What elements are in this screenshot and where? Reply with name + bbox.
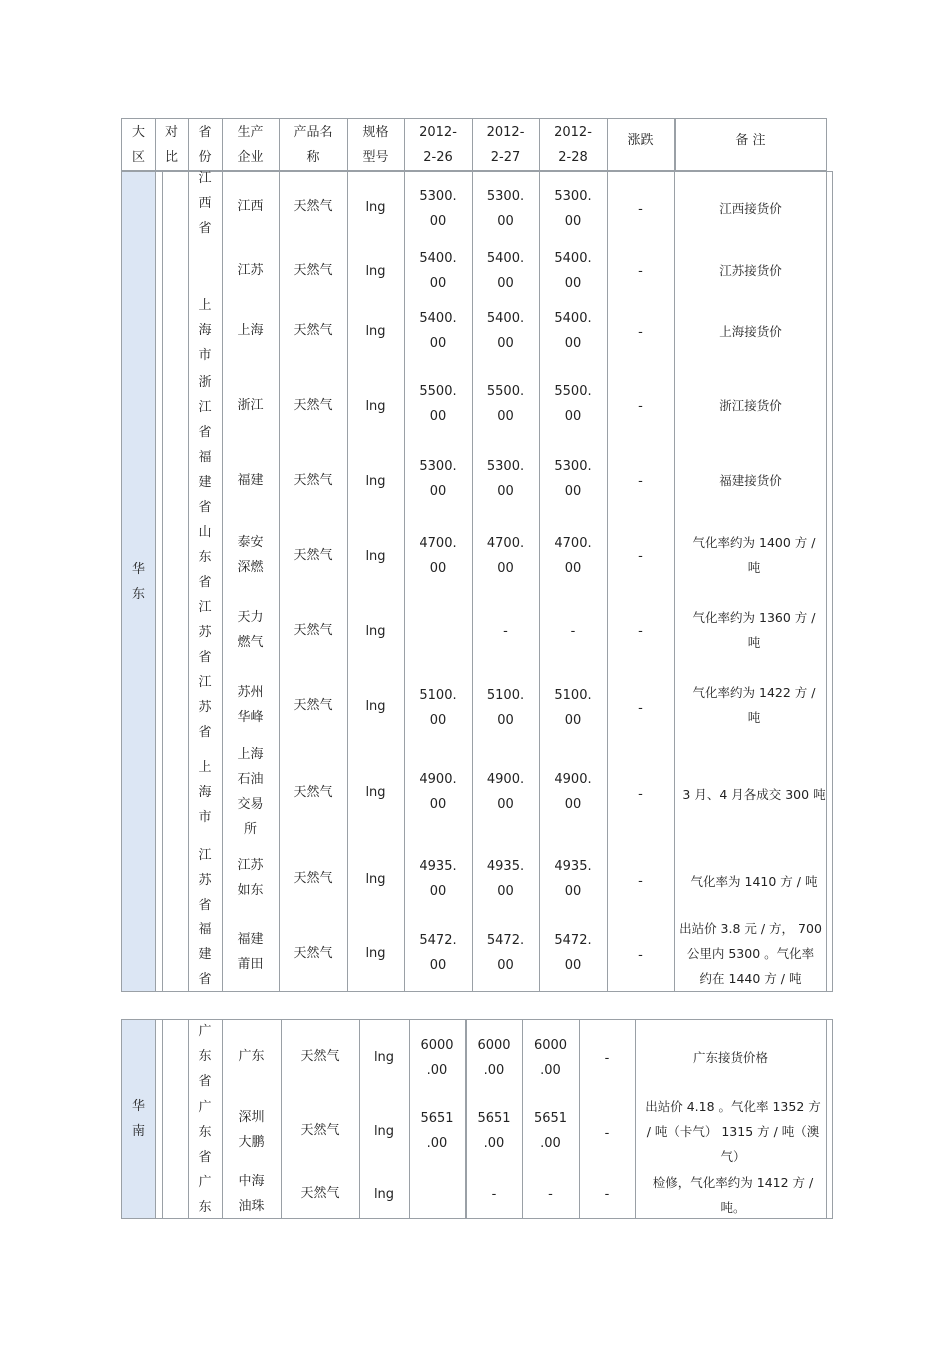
header-compare: 对 比 [164,124,178,165]
note-cell: 3 月、4 月各成交 300 吨 [682,786,826,802]
price-cell-date-3: 5651 .00 [533,1111,568,1151]
price-cell-date-3: 5100. 00 [554,688,592,728]
company-cell: 福建 [237,472,264,488]
region-block-east [121,171,833,992]
price-cell-date-1: 5400. 00 [419,251,457,291]
province-cell: 江 苏 省 [198,674,212,740]
province-cell: 浙 江 省 [198,374,212,440]
price-cell-date-1: 5472. 00 [419,933,457,973]
price-cell-date-1: 5100. 00 [419,688,457,728]
company-cell: 江苏 如东 [237,858,264,898]
spec-cell: lng [365,871,386,887]
spec-cell: lng [365,945,386,961]
header-spec: 规格 型号 [362,124,389,165]
change-cell: - [638,473,643,489]
note-cell: 出站价 3.8 元 / 方， 700 公里内 5300 。气化率 约在 1440 方 / 吨 [679,920,822,986]
price-cell-date-1: 5300. 00 [419,189,457,229]
spec-cell: lng [373,1049,395,1065]
header-note: 备 注 [735,133,766,148]
price-cell-date-3: 5472. 00 [554,933,592,973]
note-cell: 检修，气化率约为 1412 方 / 吨。 [652,1175,814,1215]
price-cell-date-2: 4935. 00 [486,859,525,899]
price-cell-date-3: 5300. 00 [554,189,592,229]
company-cell: 上海 石油 交易 所 [237,747,264,837]
price-cell-date-1: 5400. 00 [419,311,457,351]
header-date-3: 2012- 2-28 [554,124,592,165]
spec-cell: lng [365,398,386,414]
price-cell-date-2: 5300. 00 [486,189,525,229]
province-cell: 福 建 省 [198,921,212,987]
spec-cell: lng [365,199,386,215]
price-cell-date-1: 5651 .00 [420,1111,454,1151]
spec-cell: lng [365,698,386,714]
price-cell-date-3: 4900. 00 [554,772,592,812]
company-cell: 上海 [237,322,264,338]
product-cell: 天然气 [293,322,333,338]
product-cell: 天然气 [300,1185,340,1201]
product-cell: 天然气 [293,397,333,413]
price-cell-date-2: 5500. 00 [486,384,525,424]
price-cell-date-2: 5100. 00 [486,688,525,728]
company-cell: 广东 [238,1048,265,1064]
spec-cell: lng [373,1123,395,1139]
change-cell: - [604,1050,610,1066]
product-cell: 天然气 [293,547,333,563]
price-cell-date-3: 5400. 00 [554,311,592,351]
product-cell: 天然气 [293,945,333,961]
price-cell-date-3: - [570,623,576,639]
price-cell-date-1: 5500. 00 [419,384,457,424]
province-cell: 江 西 省 [198,170,212,236]
header-row [121,118,827,171]
product-cell: 天然气 [293,198,333,214]
spec-cell: lng [365,263,386,279]
header-date-2: 2012- 2-27 [486,124,525,165]
change-cell: - [638,786,643,802]
header-region: 大 区 [131,124,145,165]
price-cell-date-2: 4700. 00 [486,536,525,576]
header-date-1: 2012- 2-26 [419,124,457,165]
spec-cell: lng [365,784,386,800]
change-cell: - [604,1186,610,1202]
price-cell-date-2: - [491,1186,497,1202]
price-cell-date-3: 4700. 00 [554,536,592,576]
note-cell: 气化率约为 1360 方 / 吨 [692,610,816,650]
spec-cell: lng [365,548,386,564]
product-cell: 天然气 [293,622,333,638]
change-cell: - [638,398,643,414]
note-cell: 上海接货价 [719,323,782,339]
price-cell-date-3: 5400. 00 [554,251,592,291]
company-cell: 江西 [237,198,264,214]
header-company: 生产 企业 [237,124,264,165]
price-cell-date-1: 6000 .00 [420,1038,454,1078]
company-cell: 浙江 [237,397,264,413]
price-cell-date-1: 4700. 00 [419,536,457,576]
product-cell: 天然气 [293,697,333,713]
price-cell-date-2: 5472. 00 [486,933,525,973]
change-cell: - [638,201,643,217]
product-cell: 天然气 [293,784,333,800]
price-cell-date-1 [404,592,472,670]
change-cell: - [638,263,643,279]
note-cell: 江西接货价 [719,200,782,216]
company-cell: 天力 燃气 [237,610,264,650]
province-cell: 江 苏 省 [198,847,212,913]
region-label-east: 华 东 [131,561,145,602]
change-cell: - [638,700,643,716]
price-cell-date-2: 5651 .00 [477,1111,511,1151]
company-cell: 江苏 [237,262,264,278]
product-cell: 天然气 [293,472,333,488]
company-cell: 福建 莆田 [237,932,264,972]
change-cell: - [638,873,643,889]
change-cell: - [638,548,643,564]
note-cell: 广东接货价格 [692,1049,768,1065]
company-cell: 苏州 华峰 [237,685,264,725]
price-cell-date-1: 4900. 00 [419,772,457,812]
change-cell: - [638,623,643,639]
province-cell: 江 苏 省 [198,599,212,665]
change-cell: - [604,1125,610,1141]
product-cell: 天然气 [300,1048,340,1064]
note-cell: 福建接货价 [719,472,782,488]
price-cell-date-3: 5300. 00 [554,459,592,499]
price-cell-date-1 [409,1170,465,1218]
price-cell-date-2: 6000 .00 [477,1038,511,1078]
price-cell-date-1: 4935. 00 [419,859,457,899]
change-cell: - [638,324,643,340]
province-cell: 广 东 省 [198,1023,212,1089]
header-province: 省 份 [198,124,212,165]
price-cell-date-2: 5400. 00 [486,251,525,291]
price-cell-date-2: 5300. 00 [486,459,525,499]
note-cell: 出站价 4.18 。气化率 1352 方 / 吨（卡气） 1315 方 / 吨（澳 气） [645,1098,821,1164]
province-cell: 上 海 市 [198,297,212,363]
note-cell: 气化率约为 1422 方 / 吨 [692,685,816,725]
company-cell: 深圳 大鹏 [238,1110,265,1150]
province-cell: 广 东 [198,1175,212,1215]
note-cell: 江苏接货价 [719,262,782,278]
header-change: 涨跌 [627,133,654,148]
spec-cell: lng [365,473,386,489]
spec-cell: lng [365,323,386,339]
note-cell: 气化率为 1410 方 / 吨 [690,873,818,889]
price-cell-date-2: 4900. 00 [486,772,525,812]
spec-cell: lng [365,623,386,639]
company-cell: 泰安 深燃 [237,535,264,575]
price-cell-date-3: 4935. 00 [554,859,592,899]
price-cell-date-1: 5300. 00 [419,459,457,499]
province-cell: 山 东 省 [198,524,212,590]
product-cell: 天然气 [293,262,333,278]
province-cell: 上 海 市 [198,759,212,825]
change-cell: - [638,947,643,963]
spec-cell: lng [373,1186,395,1202]
region-label-south: 华 南 [131,1099,145,1139]
header-product: 产品名 称 [293,124,333,165]
province-cell: 广 东 省 [198,1099,212,1165]
price-cell-date-3: 5500. 00 [554,384,592,424]
province-cell: 福 建 省 [198,449,212,515]
price-cell-date-3: 6000 .00 [533,1038,568,1078]
price-cell-date-2: - [503,623,508,639]
price-cell-date-3: - [548,1186,553,1202]
note-cell: 浙江接货价 [719,397,782,413]
product-cell: 天然气 [293,870,333,886]
region-block-south [121,1019,833,1219]
price-cell-date-2: 5400. 00 [486,311,525,351]
note-cell: 气化率约为 1400 方 / 吨 [692,535,816,575]
product-cell: 天然气 [300,1122,340,1138]
company-cell: 中海 油珠 [238,1174,265,1214]
